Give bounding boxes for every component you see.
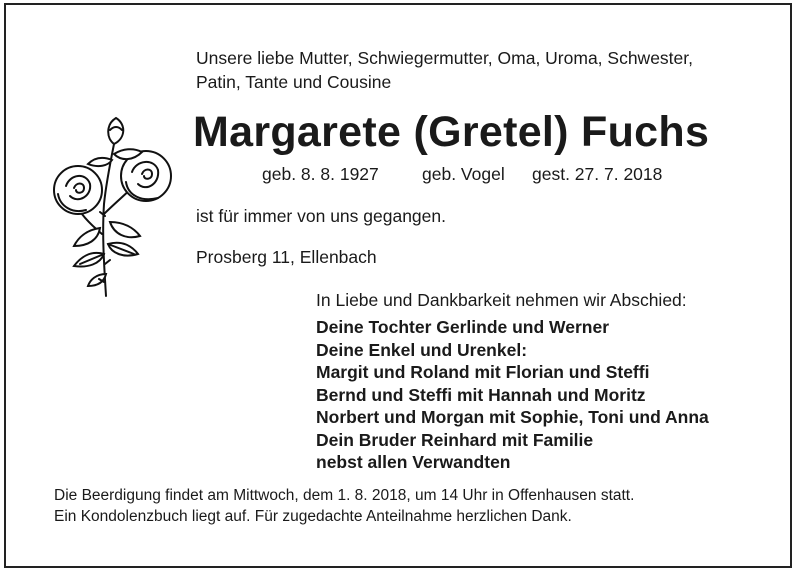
mourners-list bbox=[316, 316, 709, 474]
birth-date: geb. 8. 8. 1927 bbox=[262, 164, 379, 184]
intro-line-2: Patin, Tante und Cousine bbox=[196, 72, 392, 92]
intro-text bbox=[196, 46, 776, 94]
mourner-line: Dein Bruder Reinhard mit Familie bbox=[316, 429, 594, 450]
life-dates bbox=[262, 162, 662, 186]
deceased-name: Margarete (Gretel) Fuchs bbox=[193, 108, 710, 156]
funeral-info-line-2: Ein Kondolenzbuch liegt auf. Für zugedachte Anteilnahme herzlichen Dank. bbox=[54, 508, 572, 525]
funeral-info-line-1: Die Beerdigung findet am Mittwoch, dem 1. 8. 2018, um 14 Uhr in Offenhausen statt. bbox=[54, 487, 635, 504]
intro-line-1: Unsere liebe Mutter, Schwiegermutter, Oma, Uroma, Schwester, bbox=[196, 48, 693, 68]
maiden-name: geb. Vogel bbox=[422, 164, 505, 184]
rose-icon bbox=[44, 104, 184, 304]
mourner-line: Bernd und Steffi mit Hannah und Moritz bbox=[316, 384, 646, 405]
mourner-line: nebst allen Verwandten bbox=[316, 452, 511, 472]
funeral-info bbox=[54, 485, 774, 527]
farewell-line: In Liebe und Dankbarkeit nehmen wir Abschied: bbox=[316, 290, 687, 310]
mourner-line: Margit und Roland mit Florian und Steffi bbox=[316, 362, 650, 382]
mourner-line: Deine Tochter Gerlinde und Werner bbox=[316, 317, 610, 337]
death-date: gest. 27. 7. 2018 bbox=[532, 164, 663, 184]
mourner-line: Norbert und Morgan mit Sophie, Toni und Anna bbox=[316, 407, 709, 427]
address: Prosberg 11, Ellenbach bbox=[196, 247, 377, 267]
mourner-line: Deine Enkel und Urenkel: bbox=[316, 339, 528, 360]
passing-statement: ist für immer von uns gegangen. bbox=[196, 206, 446, 226]
